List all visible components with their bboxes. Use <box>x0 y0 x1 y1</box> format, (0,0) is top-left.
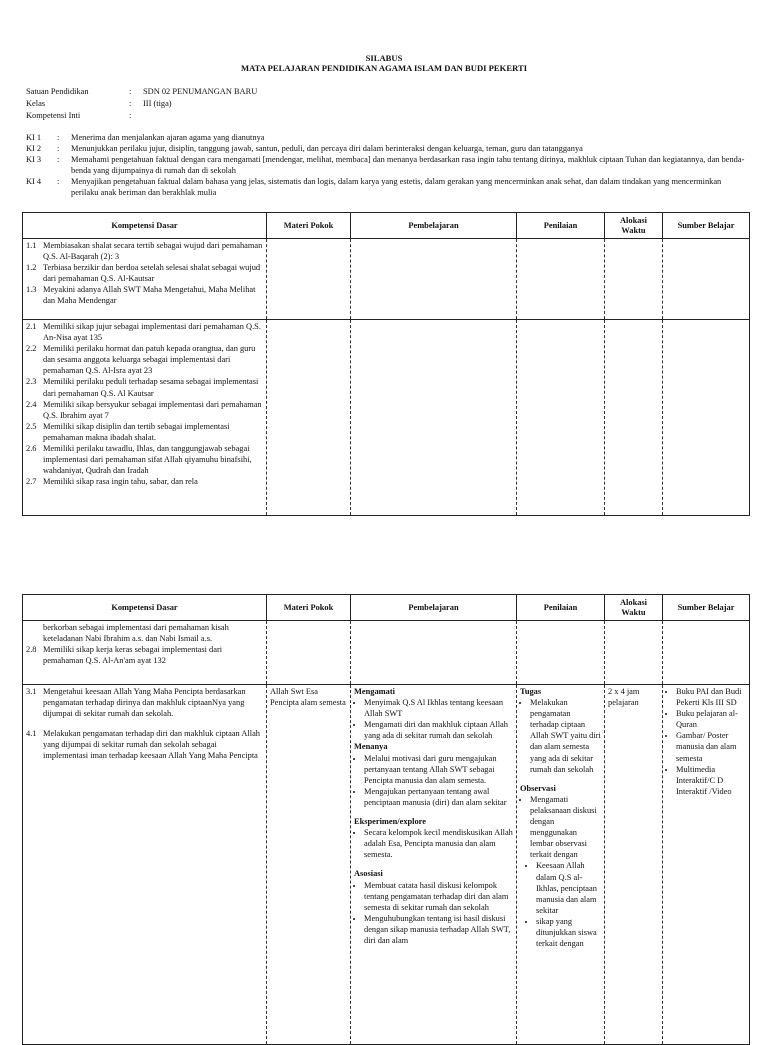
meta-row: Kelas : III (tiga) <box>26 99 172 108</box>
pembelajaran-cell: Mengamati • Menyimak Q.S Al Ikhlas tentang keesaan Allah SWT • Mengamati diri dan makhluk ciptaan Allah yang ada di sekitar rumah dan sekolah Menanya • Melalui motivasi dari guru mengajukan pertanyaan tentang Allah SWT sebagai Pencipta manusia dan alam semesta. • Mengajukan pertanyaan tentang awal penciptaan manusia (diri) dan alam sekitar Eksperimen/explore • Secara kelompok kecil mendiskusikan Allah adalah Esa, Pencipta manusia dan alam semesta. Asosiasi • Membuat catata hasil diskusi kelompok tentang pengamatan terhadap diri dan alam semesta di sekitar rumah dan sekolah • Menguhubungkan tentang isi hasil diskusi dengan sikap manusia terhadap Allah SWT, diri dan alam <box>351 685 517 1045</box>
kompetensi-inti-list <box>26 132 748 199</box>
silabus-table-2 <box>22 594 750 1045</box>
table-header: Kompetensi Dasar Materi Pokok Pembelajaran Penilaian Alokasi Waktu Sumber Belajar <box>23 595 750 621</box>
meta-row: Satuan Pendidikan : SDN 02 PENUMANGAN BARU <box>26 87 258 96</box>
materi-pokok-cell: Allah Swt Esa Pencipta alam semesta <box>267 685 351 1045</box>
alokasi-waktu-cell: 2 x 4 jam pelajaran <box>605 685 663 1045</box>
ki-item: KI 3 : Memahami pengetahuan faktual dengan cara mengamati [mendengar, melihat, membaca] dan menanya berdasarkan rasa ingin tahu tentang dirinya, makhluk ciptaan Tuhan dan kegiatannya, dan benda-benda yang dijumpainya di rumah dan di sekolah <box>26 155 745 176</box>
page-title: SILABUS <box>365 53 403 63</box>
table-row: 2.1 Memiliki sikap jujur sebagai implementasi dari pemahaman Q.S. An-Nisa ayat 135 2.2 Memiliki perilaku hormat dan patuh kepada orangtua, dan guru dan sesama anggota keluarga sebagai implementasi dari pemahaman Q.S. Al-Isra ayat 23 2.3 Memiliki perilaku peduli terhadap sesama sebagai implementasi dari pemahaman Q.S. Al Kautsar 2.4 Memiliki sikap bersyukur sebagai implementasi dari pemahaman Q.S. Ibrahim ayat 7 2.5 Memiliki sikap disiplin dan tertib sebagai implementasi pemahaman makna ibadah shalat. 2.6 Memiliki perilaku tawadlu, Ihlas, dan tanggungjawab sebagai implementasi dari pemahaman sifat Allah qiyamuhu binafsihi, wahdaniyat, Qudrah dan Iradah 2.7 Memiliki sikap rasa ingin tahu, sabar, dan rela <box>23 320 750 516</box>
table-header: Kompetensi Dasar Materi Pokok Pembelajaran Penilaian Alokasi Waktu Sumber Belajar <box>23 213 750 239</box>
sumber-belajar-cell: • Buku PAI dan Budi Pekerti Kls III SD • Buku pelajaran al-Quran • Gambar/ Poster manusia dan alam semesta • Multimedia Interaktif/C D Interaktif /Video <box>663 685 750 1045</box>
table-row: 1.1 Membiasakan shalat secara tertib sebagai wujud dari pemahaman Q.S. Al-Baqarah (2): 3 1.2 Terbiasa berzikir dan berdoa setelah selesai shalat sebagai wujud dari pemahaman Q.S. Al-Kautsar 1.3 Meyakini adanya Allah SWT Maha Mengetahui, Maha Melihat dan Maha Mendengar <box>23 239 750 320</box>
ki-item: KI 4 : Menyajikan pengetahuan faktual dalam bahasa yang jelas, sistematis dan logis, dalam karya yang estetis, dalam gerakan yang mencerminkan anak sehat, dan dalam tindakan yang mencerminkan perilaku anak beriman dan berakhlak mulia <box>26 177 722 198</box>
page-subtitle: MATA PELAJARAN PENDIDIKAN AGAMA ISLAM DAN BUDI PEKERTI <box>240 63 528 73</box>
meta-row: Kompetensi Inti : <box>26 111 132 120</box>
table-row: 3.1 Mengetahui keesaan Allah Yang Maha Pencipta berdasarkan pengamatan terhadap dirinya dan makhluk ciptaanNya yang dijumpai di sekitar rumah dan sekolah. 4.1 Melakukan pengamatan terhadap diri dan makhluk ciptaan Allah yang dijumpai di sekitar rumah dan sekolah sebagai implementasi iman terhadap keesaan Allah Yang Maha Pencipta Allah Swt Esa Pencipta alam semesta Mengamati • Menyimak Q.S Al Ikhlas tentang keesaan Allah SWT • Mengamati diri dan makhluk ciptaan Allah yang ada di sekitar rumah dan sekolah Menanya • Melalui motivasi dari guru mengajukan pertanyaan tentang Allah SWT sebagai Pencipta manusia dan alam semesta. • Mengajukan pertanyaan tentang awal penciptaan manusia (diri) dan alam sekitar Eksperimen/explore • Secara kelompok kecil mendiskusikan Allah adalah Esa, Pencipta manusia dan alam semesta. Asosiasi • Membuat catata hasil diskusi kelompok tentang pengamatan terhadap diri dan alam semesta di sekitar rumah dan sekolah • Menguhubungkan tentang isi hasil diskusi dengan sikap manusia terhadap Allah SWT, diri dan alam Tugas • Melakukan pengamatan terhadap ciptaan Allah SWT yaitu diri dan alam semesta yang ada di sekitar rumah dan sekolah Observasi • Mengamati pelaksanaan diskusi dengan menggunakan lembar observasi terkait dengan • Keesaan Allah dalam Q.S al-Ikhlas, penciptaan manusia dan alam sekitar • sikap yang ditunjukkan siswa terkait dengan 2 x 4 jam pelajaran • Buku PAI dan Budi Pekerti Kls III SD • Buku pelajaran al-Quran • Gambar/ Poster manusia dan alam semesta • Multimedia Interaktif/C D Interaktif /Video <box>23 685 750 1045</box>
silabus-table-1 <box>22 212 750 516</box>
ki-item: KI 2 : Menunjukkan perilaku jujur, disiplin, tanggung jawab, santun, peduli, dan percaya diri dalam berinteraksi dengan keluarga, teman, guru dan tatangganya <box>26 144 583 154</box>
penilaian-cell: Tugas • Melakukan pengamatan terhadap ciptaan Allah SWT yaitu diri dan alam semesta yang ada di sekitar rumah dan sekolah Observasi • Mengamati pelaksanaan diskusi dengan menggunakan lembar observasi terkait dengan • Keesaan Allah dalam Q.S al-Ikhlas, penciptaan manusia dan alam sekitar • sikap yang ditunjukkan siswa terkait dengan <box>517 685 605 1045</box>
ki-item: KI 1 : Menerima dan menjalankan ajaran agama yang dianutnya <box>26 133 265 142</box>
table-row: berkorban sebagai implementasi dari pemahaman kisah keteladanan Nabi Ibrahim a.s. dan Nabi Ismail a.s. 2.8 Memiliki sikap kerja keras sebagai implementasi dari pemahaman Q.S. Al-An'am ayat 132 <box>23 621 750 685</box>
